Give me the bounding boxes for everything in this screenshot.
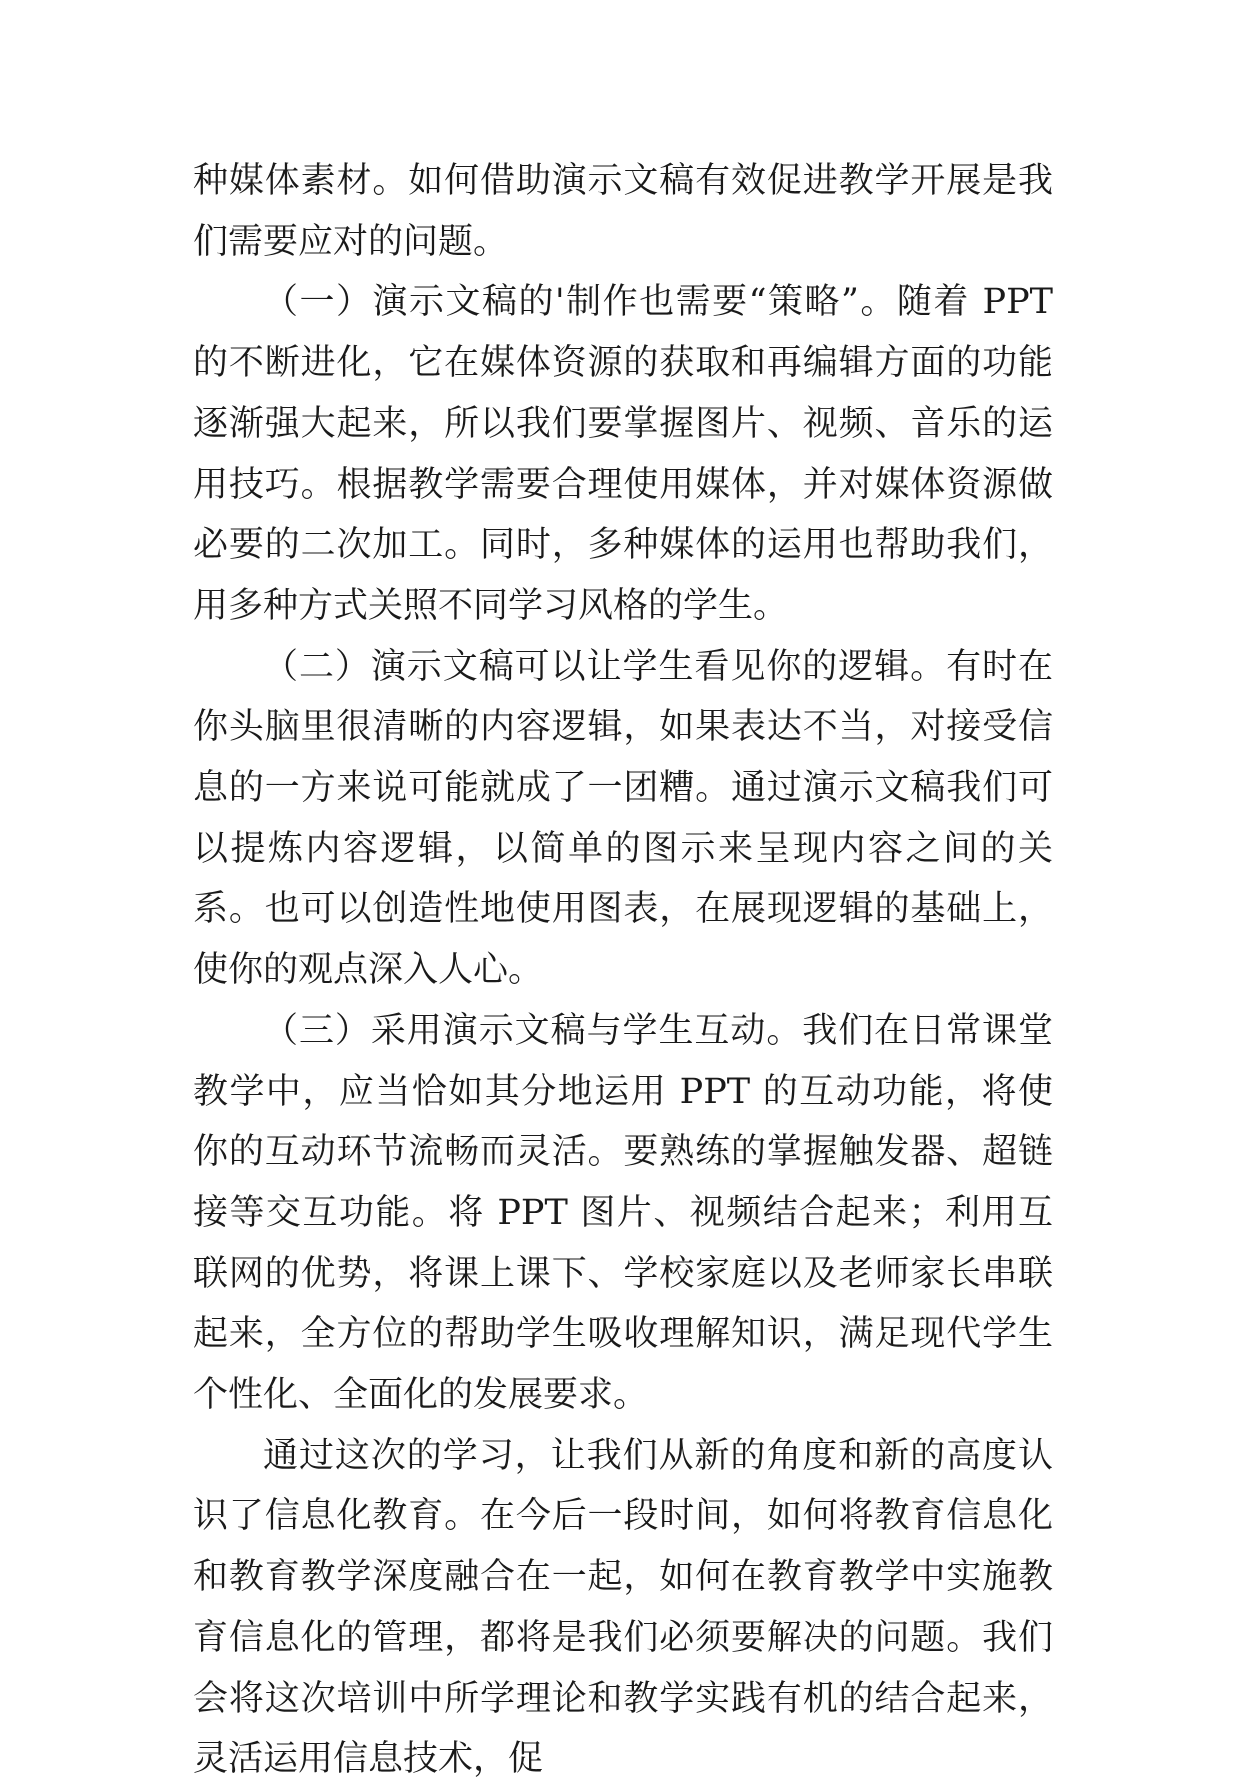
paragraph-continuation: 种媒体素材。如何借助演示文稿有效促进教学开展是我们需要应对的问题。: [193, 161, 1053, 262]
paragraph-section-3: （三）采用演示文稿与学生互动。我们在日常课堂教学中，应当恰如其分地运用 PPT 的互动功能，将使你的互动环节流畅而灵活。要熟练的掌握触发器、超链接等交互功能。将 PPT 图片、视频结合起来；利用互联网的优势，将课上课下、学校家庭以及老师家长串联起来，全方位的帮助学生吸收理解知识，满足现代学生个性化、全面化的发展要求。: [193, 1010, 1053, 1416]
paragraph-section-1: （一）演示文稿的'制作也需要“策略”。随着 PPT 的不断进化，它在媒体资源的获取和再编辑方面的功能逐渐强大起来，所以我们要掌握图片、视频、音乐的运用技巧。根据教学需要合理使用媒体，并对媒体资源做必要的二次加工。同时，多种媒体的运用也帮助我们，用多种方式关照不同学习风格的学生。: [193, 282, 1053, 626]
paragraph-section-2: （二）演示文稿可以让学生看见你的逻辑。有时在你头脑里很清晰的内容逻辑，如果表达不当，对接受信息的一方来说可能就成了一团糟。通过演示文稿我们可以提炼内容逻辑，以简单的图示来呈现内容之间的关系。也可以创造性地使用图表，在展现逻辑的基础上，使你的观点深入人心。: [193, 646, 1053, 991]
paragraph-conclusion: 通过这次的学习，让我们从新的角度和新的高度认识了信息化教育。在今后一段时间，如何将教育信息化和教育教学深度融合在一起，如何在教育教学中实施教育信息化的管理，都将是我们必须要解决的问题。我们会将这次培训中所学理论和教学实践有机的结合起来，灵活运用信息技术，促: [193, 1435, 1053, 1780]
document-body: [193, 151, 1053, 1790]
